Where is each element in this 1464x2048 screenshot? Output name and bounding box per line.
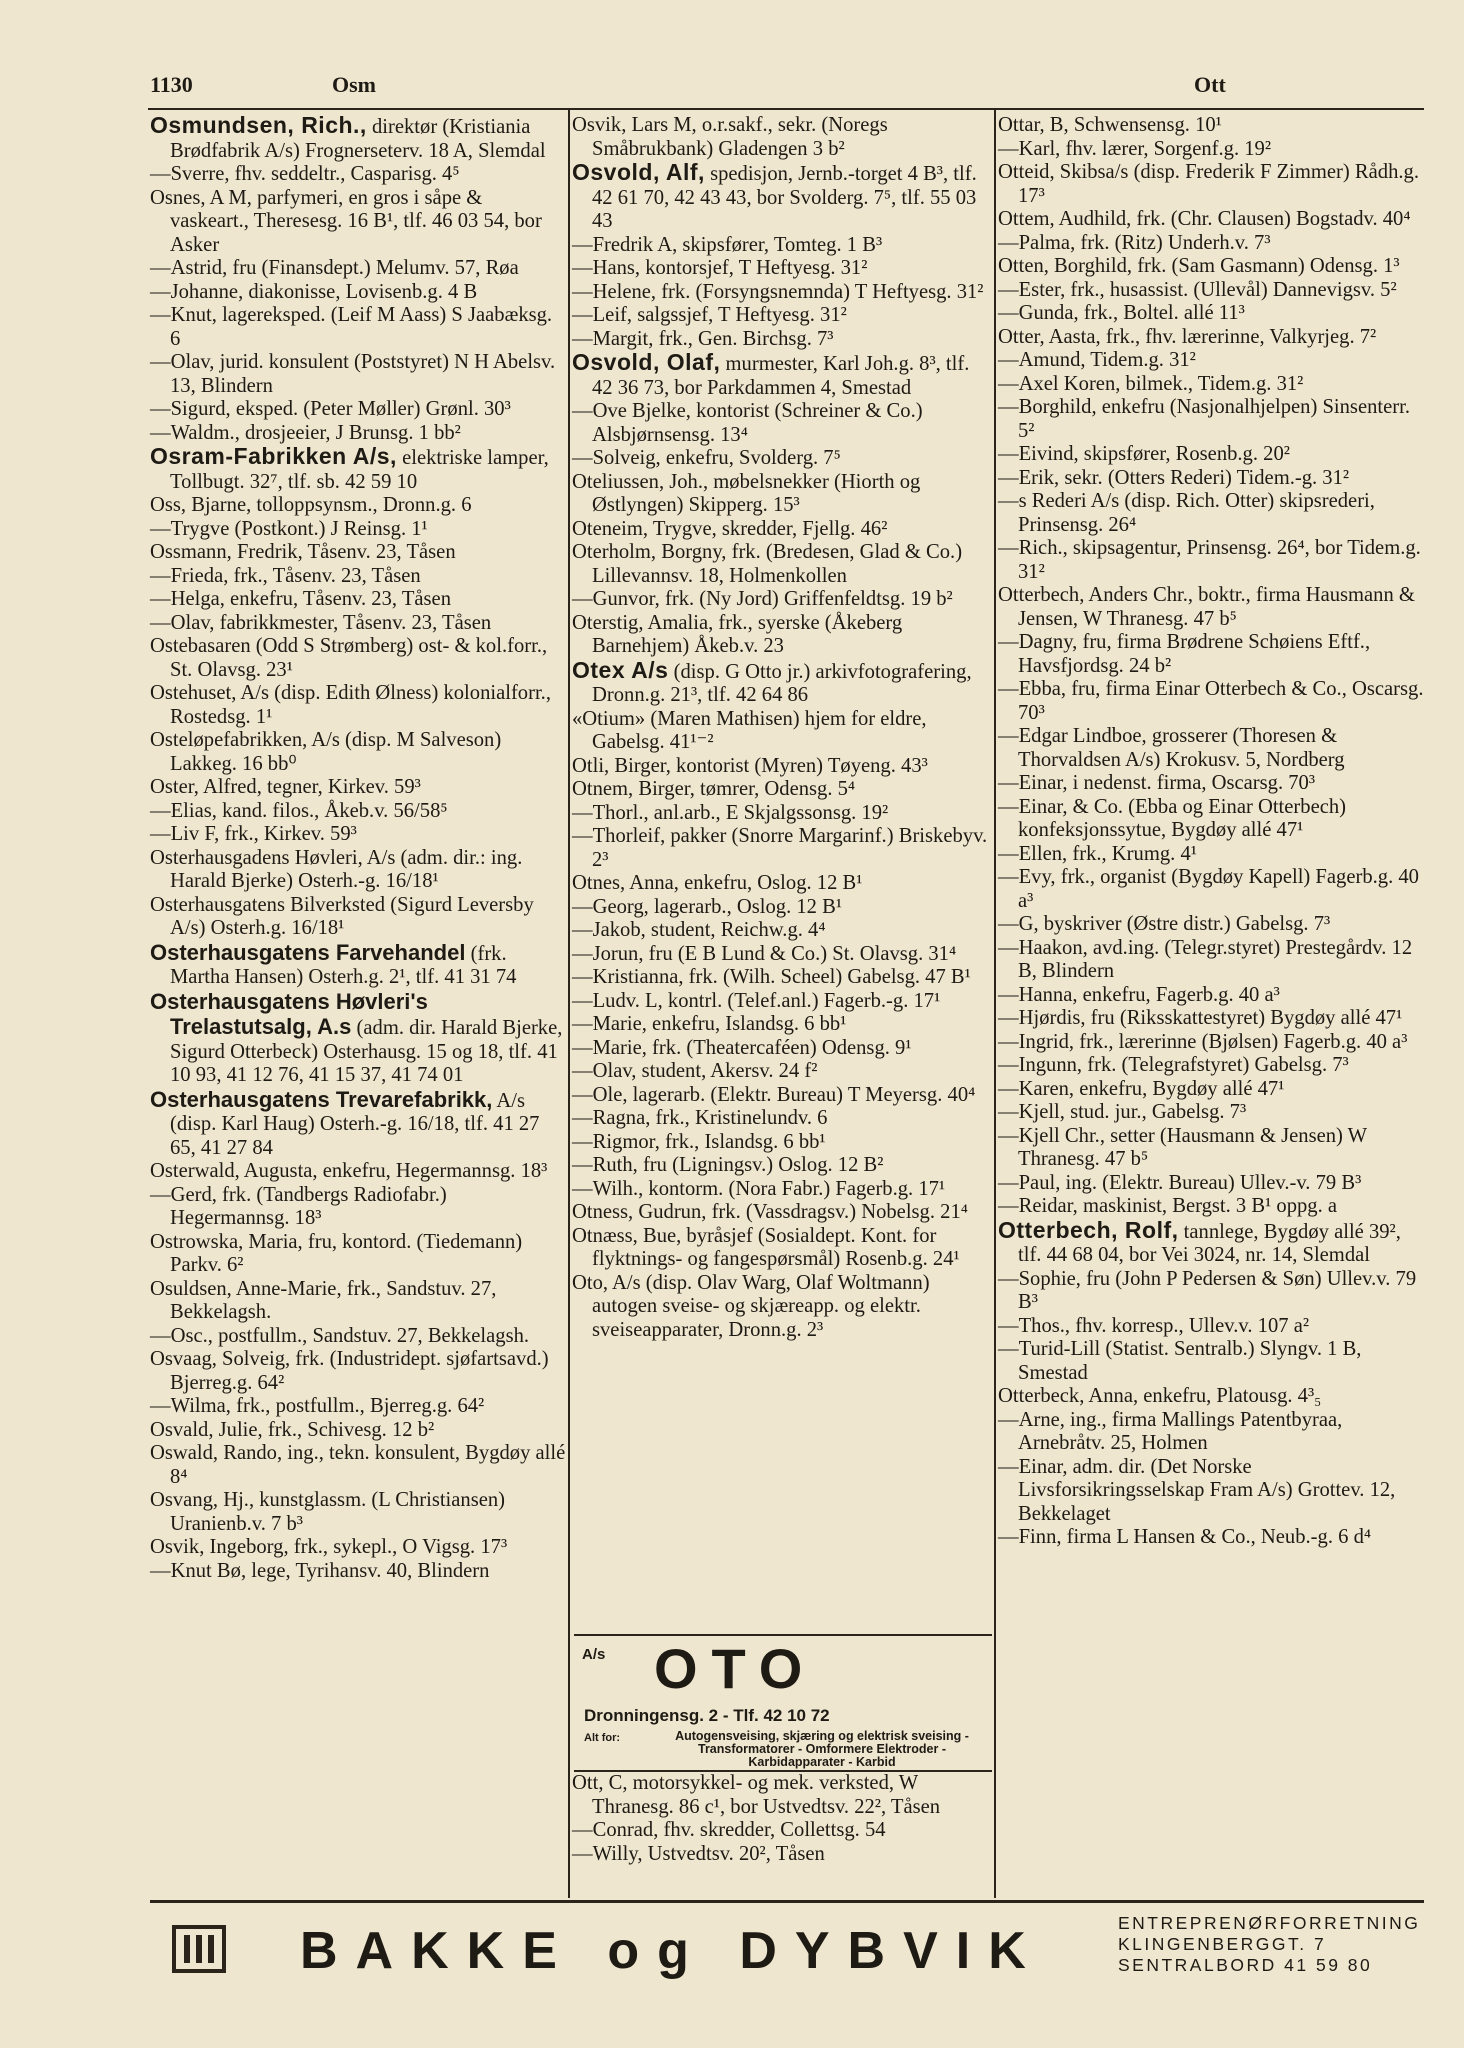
bakke-dybvik-banner — [150, 1900, 1424, 1989]
entry-text: —Georg, lagerarb., Oslog. 12 B¹ — [572, 895, 843, 918]
entry-text: —Osc., postfullm., Sandstuv. 27, Bekkelagsh. — [150, 1324, 530, 1347]
directory-entry — [150, 304, 566, 351]
directory-entry — [150, 990, 566, 1088]
entry-text: murmester, Karl Joh.g. 8³, tlf. 42 36 73, bor Parkdammen 4, Smestad — [592, 353, 970, 399]
directory-entry — [572, 1178, 992, 1202]
entry-text: —Ingunn, frk. (Telegrafstyret) Gabelsg. 7³ — [998, 1054, 1349, 1076]
column-divider — [994, 108, 996, 1898]
entry-text: spedisjon, Jernb.-torget 4 B³, tlf. 42 61 70, 42 43 43, bor Svolderg. 7⁵, tlf. 55 03 43 — [592, 163, 977, 232]
entry-text: —s Rederi A/s (disp. Rich. Otter) skipsrederi, Prinsensg. 26⁴ — [998, 490, 1375, 536]
entry-text: —Gunvor, frk. (Ny Jord) Griffenfeldtsg. 19 b² — [572, 588, 953, 610]
directory-entry — [572, 1772, 992, 1819]
header-rule — [148, 108, 1424, 110]
directory-entry — [150, 847, 566, 894]
entry-text: —Jakob, student, Reichw.g. 4⁴ — [572, 919, 826, 941]
directory-entry — [998, 467, 1424, 491]
directory-entry — [998, 1031, 1424, 1055]
directory-entry — [998, 984, 1424, 1008]
entry-text: —Sophie, fru (John P Pedersen & Søn) Ullev.v. 79 B³ — [998, 1267, 1417, 1313]
entry-text: —Kristianna, frk. (Wilh. Scheel) Gabelsg. 47 B¹ — [572, 966, 971, 988]
directory-entry — [998, 373, 1424, 397]
directory-entry — [998, 326, 1424, 350]
directory-entry — [150, 1160, 566, 1184]
entry-text: —Haakon, avd.ing. (Telegr.styret) Prestegårdv. 12 B, Blindern — [998, 936, 1413, 982]
entry-text: —Karen, enkefru, Bygdøy allé 47¹ — [998, 1077, 1285, 1100]
directory-entry — [998, 1456, 1424, 1527]
directory-entry — [572, 281, 992, 305]
entry-text: —Wilh., kontorm. (Nora Fabr.) Fagerb.g. 17¹ — [572, 1177, 946, 1200]
entry-text: Ostehuset, A/s (disp. Edith Ølness) kolonialforr., Rostedsg. 1¹ — [150, 682, 551, 728]
directory-entry — [998, 913, 1424, 937]
directory-entry — [572, 1272, 992, 1343]
directory-entry — [572, 1131, 992, 1155]
directory-entry — [572, 114, 992, 161]
entry-text: direktør (Kristiania Brødfabrik A/s) Frognerseterv. 18 A, Slemdal — [170, 116, 546, 162]
directory-entry — [998, 161, 1424, 208]
entry-text: —Arne, ing., firma Mallings Patentbyraa, Arnebråtv. 25, Holmen — [998, 1408, 1343, 1454]
directory-entry — [572, 708, 992, 755]
directory-entry — [150, 1442, 566, 1489]
entry-text: —Gunda, frk., Boltel. allé 11³ — [998, 302, 1245, 324]
entry-text: —Ester, frk., husassist. (Ullevål) Dannevigsv. 5² — [998, 278, 1397, 301]
oto-products: Autogensveising, skjæring og elektrisk sveising - Transformatorer - Omformere Elektroder - Karbidapparater - Karbid — [675, 1729, 969, 1769]
directory-entry — [998, 796, 1424, 843]
directory-entry — [998, 1101, 1424, 1125]
entry-text: —Sigurd, eksped. (Peter Møller) Grønl. 30³ — [150, 398, 511, 420]
entry-text: —Knut Bø, lege, Tyrihansv. 40, Blindern — [150, 1559, 490, 1582]
entry-text: Osvaag, Solveig, frk. (Industridept. sjøfartsavd.) Bjerreg.g. 64² — [150, 1348, 549, 1394]
directory-entry — [998, 537, 1424, 584]
entry-bold-name: Osram-Fabrikken A/s, — [150, 443, 397, 469]
entry-text: —Hans, kontorsjef, T Heftyesg. 31² — [572, 257, 868, 279]
entry-text: Osterhausgatens Bilverksted (Sigurd Leversby A/s) Osterh.g. 16/18¹ — [150, 893, 534, 939]
directory-entry — [572, 1013, 992, 1037]
entry-text: —Evy, frk., organist (Bygdøy Kapell) Fagerb.g. 40 a³ — [998, 866, 1419, 912]
entry-text: —Ragna, frk., Kristinelundv. 6 — [572, 1107, 828, 1129]
entry-text: Osvik, Lars M, o.r.sakf., sekr. (Noregs Småbrukbank) Gladengen 3 b² — [572, 114, 888, 160]
directory-entry — [150, 1560, 566, 1584]
column-1 — [150, 114, 566, 1583]
entry-text: —Edgar Lindboe, grosserer (Thoresen & Thorvaldsen A/s) Krokusv. 5, Nordberg — [998, 725, 1345, 771]
directory-entry — [998, 1526, 1424, 1550]
directory-entry — [998, 232, 1424, 256]
directory-entry — [150, 1231, 566, 1278]
entry-text: Otterbeck, Anna, enkefru, Platousg. 4³₅ — [998, 1385, 1322, 1407]
directory-entry — [998, 1195, 1424, 1219]
entry-text: —Wilma, frk., postfullm., Bjerreg.g. 64² — [150, 1395, 485, 1417]
directory-entry — [150, 518, 566, 542]
directory-entry — [150, 635, 566, 682]
entry-text: —G, byskriver (Østre distr.) Gabelsg. 7³ — [998, 913, 1331, 935]
directory-entry — [572, 471, 992, 518]
directory-entry — [572, 1107, 992, 1131]
entry-text: Osvik, Ingeborg, frk., sykepl., O Vigsg. 17³ — [150, 1536, 508, 1558]
entry-text: —Olav, jurid. konsulent (Poststyret) N H Abelsv. 13, Blindern — [150, 351, 556, 397]
directory-entry — [150, 1536, 566, 1560]
entry-text: —Axel Koren, bilmek., Tidem.g. 31² — [998, 372, 1304, 395]
entry-text: —Willy, Ustvedtsv. 20², Tåsen — [572, 1842, 825, 1865]
entry-text: Ottem, Audhild, frk. (Chr. Clausen) Bogstadv. 40⁴ — [998, 208, 1411, 230]
entry-text: —Marie, frk. (Theatercaféen) Odensg. 9¹ — [572, 1036, 912, 1059]
oto-logo: A/s — [582, 1646, 606, 1663]
directory-entry — [572, 1843, 992, 1867]
directory-entry — [998, 490, 1424, 537]
entry-text: —Jorun, fru (E B Lund & Co.) St. Olavsg. 31⁴ — [572, 942, 957, 965]
entry-text: Ossmann, Fredrik, Tåsenv. 23, Tåsen — [150, 541, 456, 563]
entry-text: —Margit, frk., Gen. Birchsg. 7³ — [572, 327, 834, 350]
directory-entry — [998, 1054, 1424, 1078]
directory-entry — [572, 518, 992, 542]
directory-entry — [572, 400, 992, 447]
header-right-word: Ott — [1194, 72, 1226, 97]
entry-text: —Johanne, diakonisse, Lovisenb.g. 4 B — [150, 280, 478, 303]
directory-entry — [998, 1216, 1424, 1268]
directory-entry — [998, 1007, 1424, 1031]
entry-text: —Dagny, fru, firma Brødrene Schøiens Eftf., Havsfjordsg. 24 b² — [998, 631, 1371, 677]
entry-text: (adm. dir. Harald Bjerke, Sigurd Otterbeck) Osterhausg. 15 og 18, tlf. 41 10 93, 41 12 76, 41 15 37, 41 74 01 — [170, 1017, 563, 1086]
directory-entry — [150, 257, 566, 281]
entry-text: —Kjell Chr., setter (Hausmann & Jensen) W Thranesg. 47 b⁵ — [998, 1124, 1367, 1170]
entry-text: —Olav, student, Akersv. 24 f² — [572, 1060, 818, 1082]
directory-entry — [572, 778, 992, 802]
entry-text: —Fredrik A, skipsfører, Tomteg. 1 B³ — [572, 233, 883, 256]
directory-entry — [150, 682, 566, 729]
directory-entry — [998, 866, 1424, 913]
directory-entry — [572, 755, 992, 779]
directory-entry — [572, 1819, 992, 1843]
entry-text: Osvang, Hj., kunstglassm. (L Christiansen) Uranienb.v. 7 b³ — [150, 1489, 506, 1535]
header-left-word: Osm — [332, 72, 376, 97]
directory-entry — [572, 966, 992, 990]
directory-entry — [150, 1184, 566, 1231]
directory-entry — [998, 208, 1424, 232]
column-2 — [572, 114, 992, 1342]
directory-entry — [150, 445, 566, 494]
directory-entry — [150, 729, 566, 776]
entry-text: —Frieda, frk., Tåsenv. 23, Tåsen — [150, 564, 421, 587]
directory-entry — [572, 1060, 992, 1084]
entry-text: —Palma, frk. (Ritz) Underh.v. 7³ — [998, 231, 1271, 254]
entry-text: Ottar, B, Schwensensg. 10¹ — [998, 114, 1222, 136]
directory-entry — [998, 1268, 1424, 1315]
directory-entry — [572, 656, 992, 708]
entry-text: —Astrid, fru (Finansdept.) Melumv. 57, Røa — [150, 257, 519, 279]
entry-text: Otli, Birger, kontorist (Myren) Tøyeng. 43³ — [572, 754, 928, 777]
directory-entry — [572, 304, 992, 328]
directory-entry — [998, 279, 1424, 303]
entry-text: Osnes, A M, parfymeri, en gros i såpe & vaskeart., Theresesg. 16 B¹, tlf. 46 03 54, bor Asker — [150, 186, 542, 256]
entry-text: —Ingrid, frk., lærerinne (Bjølsen) Fagerb.g. 40 a³ — [998, 1030, 1408, 1053]
entry-text: —Einar, adm. dir. (Det Norske Livsforsikringsselskap Fram A/s) Grottev. 12, Bekkelaget — [998, 1455, 1396, 1525]
entry-text: —Thos., fhv. korresp., Ullev.v. 107 a² — [998, 1314, 1310, 1337]
directory-entry — [572, 1201, 992, 1225]
banner-line-1: ENTREPRENØRFORRETNING — [1118, 1913, 1421, 1933]
directory-entry — [572, 588, 992, 612]
directory-entry — [150, 351, 566, 398]
directory-entry — [998, 678, 1424, 725]
entry-bold-name: Osterhausgatens Høvleri's Trelastutsalg, A.s — [150, 988, 428, 1039]
directory-entry — [998, 1172, 1424, 1196]
directory-entry — [572, 328, 992, 352]
directory-entry — [150, 612, 566, 636]
entry-text: —Thorleif, pakker (Snorre Margarinf.) Briskebyv. 2³ — [572, 825, 988, 871]
directory-entry — [572, 872, 992, 896]
entry-text: —Sverre, fhv. seddeltr., Casparisg. 4⁵ — [150, 163, 460, 185]
entry-text: Osterhausgadens Høvleri, A/s (adm. dir.: ing. Harald Bjerke) Osterh.-g. 16/18¹ — [150, 846, 523, 892]
directory-entry — [572, 234, 992, 258]
entry-text: —Helga, enkefru, Tåsenv. 23, Tåsen — [150, 588, 451, 610]
column-3 — [998, 114, 1424, 1550]
entry-text: —Liv F, frk., Kirkev. 59³ — [150, 823, 357, 845]
directory-entry — [572, 990, 992, 1014]
entry-text: —Finn, firma L Hansen & Co., Neub.-g. 6 d⁴ — [998, 1526, 1372, 1548]
directory-entry — [572, 1225, 992, 1272]
entry-text: tannlege, Bygdøy allé 39², tlf. 44 68 04, bor Vei 3024, nr. 14, Slemdal — [1018, 1220, 1401, 1266]
entry-text: —Marie, enkefru, Islandsg. 6 bb¹ — [572, 1013, 847, 1035]
entry-text: Osteløpefabrikken, A/s (disp. M Salveson) Lakkeg. 16 bb⁰ — [150, 729, 502, 775]
entry-text: «Otium» (Maren Mathisen) hjem for eldre, Gabelsg. 41¹⁻² — [572, 707, 927, 753]
oto-address: Dronningensg. 2 - Tlf. 42 10 72 — [584, 1706, 830, 1725]
entry-text: —Ellen, frk., Krumg. 4¹ — [998, 842, 1197, 865]
entry-text: —Einar, i nedenst. firma, Oscarsg. 70³ — [998, 772, 1316, 794]
entry-text: Oto, A/s (disp. Olav Warg, Olaf Woltmann) autogen sveise- og skjæreapp. og elektr. sveiseapparater, Dronn.g. 2³ — [572, 1271, 930, 1341]
entry-text: —Knut, lagereksped. (Leif M Aass) S Jaabæksg. 6 — [150, 304, 553, 350]
directory-entry — [572, 351, 992, 400]
directory-entry — [572, 161, 992, 234]
entry-text: —Karl, fhv. lærer, Sorgenf.g. 19² — [998, 137, 1272, 160]
page-number: 1130 — [150, 72, 193, 97]
directory-entry — [150, 894, 566, 941]
directory-entry — [150, 800, 566, 824]
entry-bold-name: Osterhausgatens Farvehandel — [150, 939, 466, 965]
entry-text: Ostrowska, Maria, fru, kontord. (Tiedemann) Parkv. 6² — [150, 1230, 523, 1276]
entry-text: Oss, Bjarne, tolloppsynsm., Dronn.g. 6 — [150, 494, 472, 516]
entry-bold-name: Otex A/s — [572, 656, 669, 683]
entry-text: Otten, Borghild, frk. (Sam Gasmann) Odensg. 1³ — [998, 255, 1400, 277]
entry-text: —Ole, lagerarb. (Elektr. Bureau) T Meyersg. 40⁴ — [572, 1083, 976, 1106]
entry-text: Ott, C, motorsykkel- og mek. verksted, W Thranesg. 86 c¹, bor Ustvedtsv. 22², Tåsen — [572, 1772, 941, 1818]
entry-bold-name: Osmundsen, Rich., — [150, 112, 367, 138]
directory-entry — [572, 1037, 992, 1061]
directory-entry — [150, 281, 566, 305]
directory-entry — [150, 941, 566, 990]
directory-entry — [150, 1088, 566, 1161]
directory-entry — [572, 802, 992, 826]
directory-entry — [150, 588, 566, 612]
directory-entry — [998, 631, 1424, 678]
directory-entry — [150, 1325, 566, 1349]
oto-name: OTO — [654, 1637, 817, 1700]
directory-entry — [572, 943, 992, 967]
entry-bold-name: Osterhausgatens Trevarefabrikk, — [150, 1086, 493, 1112]
entry-text: —Erik, sekr. (Otters Rederi) Tidem.-g. 31² — [998, 466, 1350, 489]
entry-text: —Conrad, fhv. skredder, Collettsg. 54 — [572, 1819, 886, 1841]
entry-text: —Borghild, enkefru (Nasjonalhjelpen) Sinsenterr. 5² — [998, 396, 1410, 442]
directory-entry — [998, 843, 1424, 867]
banner-line-2: KLINGENBERGGT. 7 — [1118, 1934, 1327, 1954]
entry-text: —Hanna, enkefru, Fagerb.g. 40 a³ — [998, 983, 1280, 1006]
entry-text: Ostebasaren (Odd S Strømberg) ost- & kol.forr., St. Olavsg. 23¹ — [150, 635, 548, 681]
directory-entry — [998, 396, 1424, 443]
directory-entry — [150, 776, 566, 800]
entry-text: —Thorl., anl.arb., E Skjalgssonsg. 19² — [572, 801, 889, 824]
entry-bold-name: Osvold, Olaf, — [572, 349, 721, 375]
entry-text: Osvald, Julie, frk., Schivesg. 12 b² — [150, 1418, 435, 1441]
directory-entry — [150, 565, 566, 589]
directory-entry — [572, 541, 992, 588]
entry-text: Oterstig, Amalia, frk., syerske (Åkeberg Barnehjem) Åkeb.v. 23 — [572, 611, 903, 657]
directory-entry — [998, 725, 1424, 772]
entry-text: —Ruth, fru (Ligningsv.) Oslog. 12 B² — [572, 1154, 884, 1176]
directory-entry — [998, 114, 1424, 138]
entry-text: Oterholm, Borgny, frk. (Bredesen, Glad & Co.) Lillevannsv. 18, Holmenkollen — [572, 541, 963, 587]
oto-label: Alt for: — [584, 1732, 621, 1744]
directory-entry — [150, 541, 566, 565]
banner-details — [1118, 1913, 1420, 1976]
entry-text: —Einar, & Co. (Ebba og Einar Otterbech) konfeksjonssytue, Bygdøy allé 47¹ — [998, 795, 1347, 841]
entry-text: (disp. G Otto jr.) arkivfotografering, Dronn.g. 21³, tlf. 42 64 86 — [592, 660, 972, 706]
directory-entry — [998, 1409, 1424, 1456]
entry-text: —Ebba, fru, firma Einar Otterbech & Co., Oscarsg. 70³ — [998, 678, 1424, 724]
entry-text: Otteid, Skibsa/s (disp. Frederik F Zimmer) Rådh.g. 17³ — [998, 161, 1419, 207]
entry-text: —Solveig, enkefru, Svolderg. 7⁵ — [572, 447, 841, 469]
entry-text: Otness, Gudrun, frk. (Vassdragsv.) Nobelsg. 21⁴ — [572, 1201, 968, 1223]
building-logo-icon — [172, 1925, 226, 1973]
directory-entry — [150, 1419, 566, 1443]
directory-entry — [998, 443, 1424, 467]
directory-entry — [998, 772, 1424, 796]
entry-text: —Ove Bjelke, kontorist (Schreiner & Co.) Alsbjørnsensg. 13⁴ — [572, 400, 923, 446]
directory-entry — [998, 349, 1424, 373]
column-2-continued — [572, 1772, 992, 1866]
directory-entry — [150, 398, 566, 422]
entry-text: —Rich., skipsagentur, Prinsensg. 26⁴, bor Tidem.g. 31² — [998, 537, 1421, 583]
entry-text: Oster, Alfred, tegner, Kirkev. 59³ — [150, 776, 421, 798]
column-divider — [568, 108, 570, 1898]
directory-entry — [998, 1125, 1424, 1172]
banner-line-3: SENTRALBORD 41 59 80 — [1118, 1955, 1373, 1975]
entry-text: —Paul, ing. (Elektr. Bureau) Ullev.-v. 79 B³ — [998, 1171, 1362, 1194]
entry-text: —Amund, Tidem.g. 31² — [998, 349, 1196, 371]
entry-text: Otnes, Anna, enkefru, Oslog. 12 B¹ — [572, 872, 863, 894]
directory-entry — [150, 823, 566, 847]
directory-entry — [572, 447, 992, 471]
directory-entry — [572, 1154, 992, 1178]
entry-text: A/s (disp. Karl Haug) Osterh.-g. 16/18, tlf. 41 27 65, 41 27 84 — [170, 1089, 540, 1159]
directory-entry — [150, 1348, 566, 1395]
entry-text: Osterwald, Augusta, enkefru, Hegermannsg. 18³ — [150, 1160, 548, 1182]
oto-advertisement — [574, 1634, 992, 1772]
entry-text: elektriske lamper, Tollbugt. 32⁷, tlf. sb. 42 59 10 — [170, 447, 549, 493]
directory-entry — [998, 138, 1424, 162]
entry-text: —Rigmor, frk., Islandsg. 6 bb¹ — [572, 1130, 826, 1153]
banner-company-name: BAKKE og DYBVIK — [300, 1922, 1044, 1980]
entry-text: —Trygve (Postkont.) J Reinsg. 1¹ — [150, 517, 428, 540]
entry-text: —Hjørdis, fru (Riksskattestyret) Bygdøy allé 47¹ — [998, 1007, 1403, 1029]
entry-text: Oteliussen, Joh., møbelsnekker (Hiorth og Østlyngen) Skipperg. 15³ — [572, 470, 921, 516]
entry-bold-name: Otterbech, Rolf, — [998, 1216, 1179, 1243]
entry-text: Otnæss, Bue, byråsjef (Sosialdept. Kont. for flyktnings- og fangespørsmål) Rosenb.g. 24¹ — [572, 1224, 960, 1270]
directory-entry — [998, 1385, 1424, 1409]
entry-text: —Eivind, skipsfører, Rosenb.g. 20² — [998, 443, 1290, 465]
entry-text: Otnem, Birger, tømrer, Odensg. 5⁴ — [572, 778, 856, 800]
entry-text: —Reidar, maskinist, Bergst. 3 B¹ oppg. a — [998, 1195, 1338, 1217]
entry-text: —Waldm., drosjeeier, J Brunsg. 1 bb² — [150, 421, 461, 444]
entry-text: Otterbech, Anders Chr., boktr., firma Hausmann & Jensen, W Thranesg. 47 b⁵ — [998, 584, 1415, 630]
entry-text: Oswald, Rando, ing., tekn. konsulent, Bygdøy allé 8⁴ — [150, 1442, 566, 1488]
entry-bold-name: Osvold, Alf, — [572, 159, 705, 185]
entry-text: —Turid-Lill (Statist. Sentralb.) Slyngv. 1 B, Smestad — [998, 1338, 1362, 1384]
directory-entry — [998, 255, 1424, 279]
directory-entry — [150, 114, 566, 163]
directory-entry — [998, 937, 1424, 984]
entry-text: —Helene, frk. (Forsyngsnemnda) T Heftyesg. 31² — [572, 280, 984, 303]
entry-text: —Olav, fabrikkmester, Tåsenv. 23, Tåsen — [150, 611, 492, 634]
directory-entry — [998, 584, 1424, 631]
directory-entry — [572, 919, 992, 943]
entry-text: —Gerd, frk. (Tandbergs Radiofabr.) Hegermannsg. 18³ — [150, 1183, 447, 1229]
entry-text: Oteneim, Trygve, skredder, Fjellg. 46² — [572, 517, 888, 540]
entry-text: —Leif, salgssjef, T Heftyesg. 31² — [572, 304, 847, 326]
entry-text: Otter, Aasta, frk., fhv. lærerinne, Valkyrjeg. 7² — [998, 325, 1377, 348]
directory-entry — [150, 1395, 566, 1419]
directory-entry — [150, 163, 566, 187]
directory-entry — [572, 825, 992, 872]
directory-entry — [572, 896, 992, 920]
directory-entry — [150, 422, 566, 446]
directory-entry — [150, 494, 566, 518]
directory-entry — [998, 302, 1424, 326]
directory-entry — [150, 1278, 566, 1325]
entry-text: (frk. Martha Hansen) Osterh.g. 2¹, tlf. 41 31 74 — [170, 942, 517, 988]
entry-text: —Kjell, stud. jur., Gabelsg. 7³ — [998, 1101, 1247, 1123]
entry-text: —Elias, kand. filos., Åkeb.v. 56/58⁵ — [150, 799, 448, 822]
directory-entry — [572, 612, 992, 659]
directory-entry — [998, 1315, 1424, 1339]
entry-text: Osuldsen, Anne-Marie, frk., Sandstuv. 27, Bekkelagsh. — [150, 1277, 497, 1323]
directory-entry — [150, 187, 566, 258]
directory-entry — [572, 1084, 992, 1108]
directory-entry — [998, 1078, 1424, 1102]
entry-text: —Ludv. L, kontrl. (Telef.anl.) Fagerb.-g. 17¹ — [572, 989, 941, 1012]
directory-entry — [998, 1338, 1424, 1385]
directory-entry — [572, 257, 992, 281]
directory-entry — [150, 1489, 566, 1536]
